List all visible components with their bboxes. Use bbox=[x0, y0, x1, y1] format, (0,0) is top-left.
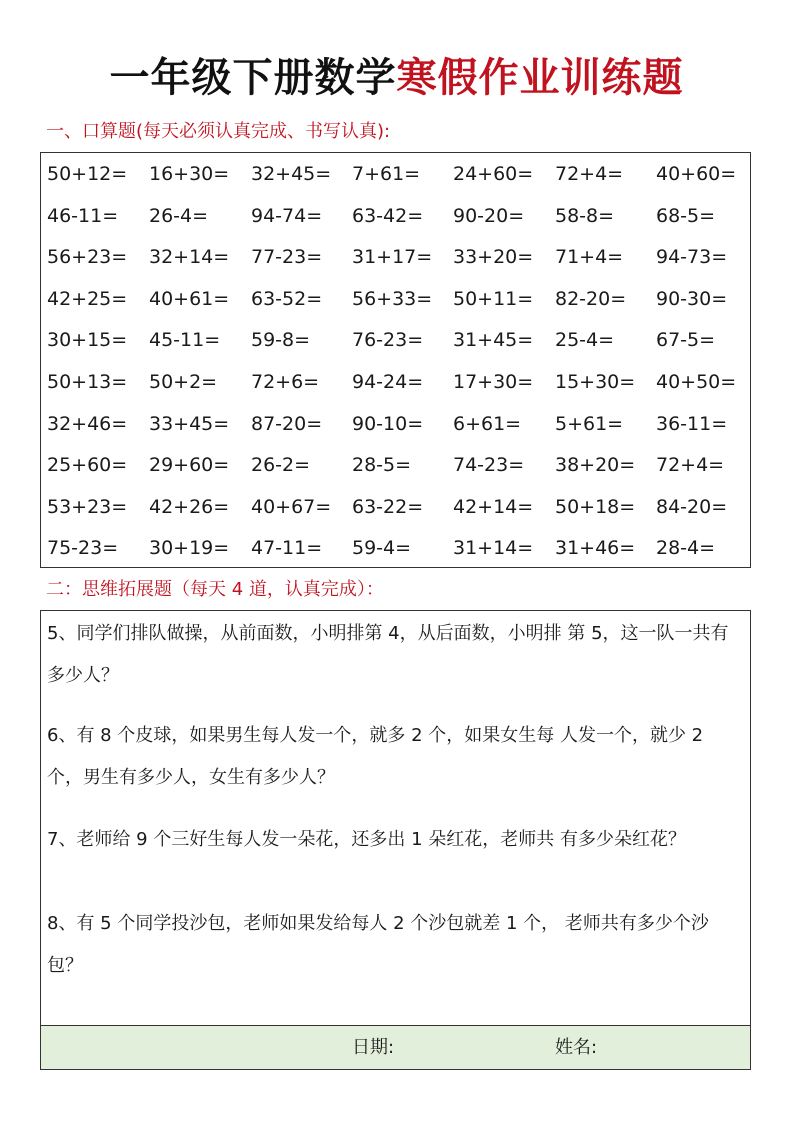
arithmetic-problem: 32+46= bbox=[47, 412, 128, 435]
arithmetic-problem: 24+60= bbox=[453, 163, 534, 185]
arithmetic-problem: 38+20= bbox=[555, 454, 636, 477]
mental-arithmetic-box bbox=[40, 152, 751, 568]
arithmetic-problem: 76-23= bbox=[352, 329, 424, 352]
arithmetic-problem: 30+19= bbox=[149, 537, 230, 560]
arithmetic-problem: 47-11= bbox=[251, 537, 323, 560]
arithmetic-row bbox=[47, 528, 750, 570]
arithmetic-problem: 16+30= bbox=[149, 163, 230, 185]
arithmetic-problem: 32+14= bbox=[149, 246, 230, 269]
word-problem: 7、老师给 9 个三好生每人发一朵花，还多出 1 朵红花，老师共 有多少朵红花？ bbox=[47, 829, 686, 850]
arithmetic-problem: 36-11= bbox=[656, 412, 728, 435]
arithmetic-problem: 17+30= bbox=[453, 370, 534, 393]
arithmetic-problem: 59-8= bbox=[251, 329, 311, 352]
arithmetic-problem: 94-73= bbox=[656, 246, 728, 269]
arithmetic-problem: 40+60= bbox=[656, 163, 737, 185]
arithmetic-row bbox=[47, 320, 750, 362]
arithmetic-problem: 50+13= bbox=[47, 370, 128, 393]
arithmetic-problem: 72+6= bbox=[251, 370, 320, 393]
arithmetic-problem: 28-4= bbox=[656, 537, 716, 560]
title-red-part: 寒假作业训练题 bbox=[396, 55, 684, 101]
arithmetic-problem: 15+30= bbox=[555, 370, 636, 393]
arithmetic-problem: 90-10= bbox=[352, 412, 424, 435]
arithmetic-problem: 74-23= bbox=[453, 454, 525, 477]
arithmetic-problem: 25+60= bbox=[47, 454, 128, 477]
arithmetic-problem: 56+33= bbox=[352, 287, 433, 310]
arithmetic-row bbox=[47, 445, 750, 487]
arithmetic-row bbox=[47, 154, 750, 196]
arithmetic-grid bbox=[47, 153, 750, 567]
arithmetic-problem: 77-23= bbox=[251, 246, 323, 269]
arithmetic-problem: 90-30= bbox=[656, 287, 728, 310]
arithmetic-problem: 28-5= bbox=[352, 454, 412, 477]
arithmetic-problem: 31+46= bbox=[555, 537, 636, 560]
arithmetic-problem: 71+4= bbox=[555, 246, 624, 269]
arithmetic-problem: 50+12= bbox=[47, 163, 128, 185]
arithmetic-problem: 45-11= bbox=[149, 329, 221, 352]
arithmetic-problem: 31+17= bbox=[352, 246, 433, 269]
arithmetic-problem: 25-4= bbox=[555, 329, 615, 352]
arithmetic-problem: 33+20= bbox=[453, 246, 534, 269]
footer-bar bbox=[41, 1025, 750, 1069]
arithmetic-row bbox=[47, 237, 750, 279]
word-problem: 8、有 5 个同学投沙包，老师如果发给每人 2 个沙包就差 1 个， 老师共有多少个沙包？ bbox=[47, 913, 709, 976]
arithmetic-problem: 63-22= bbox=[352, 495, 424, 518]
arithmetic-problem: 30+15= bbox=[47, 329, 128, 352]
title-black-part: 一年级下册数学 bbox=[109, 55, 397, 101]
arithmetic-problem: 87-20= bbox=[251, 412, 323, 435]
arithmetic-problem: 26-2= bbox=[251, 454, 311, 477]
arithmetic-row bbox=[47, 196, 750, 238]
section1-heading: 一、口算题(每天必须认真完成、书写认真): bbox=[46, 121, 391, 142]
arithmetic-problem: 56+23= bbox=[47, 246, 128, 269]
arithmetic-problem: 72+4= bbox=[656, 454, 725, 477]
arithmetic-problem: 67-5= bbox=[656, 329, 716, 352]
arithmetic-problem: 42+26= bbox=[149, 495, 230, 518]
arithmetic-problem: 40+67= bbox=[251, 495, 332, 518]
arithmetic-problem: 59-4= bbox=[352, 537, 412, 560]
arithmetic-row bbox=[47, 279, 750, 321]
arithmetic-row bbox=[47, 487, 750, 529]
arithmetic-problem: 58-8= bbox=[555, 204, 615, 227]
section2-heading: 二：思维拓展题（每天 4 道，认真完成）： bbox=[46, 579, 384, 600]
arithmetic-problem: 40+61= bbox=[149, 287, 230, 310]
arithmetic-problem: 29+60= bbox=[149, 454, 230, 477]
arithmetic-problem: 75-23= bbox=[47, 537, 119, 560]
arithmetic-problem: 42+14= bbox=[453, 495, 534, 518]
arithmetic-problem: 50+2= bbox=[149, 370, 218, 393]
arithmetic-problem: 94-74= bbox=[251, 204, 323, 227]
arithmetic-problem: 84-20= bbox=[656, 495, 728, 518]
arithmetic-problem: 72+4= bbox=[555, 163, 624, 185]
arithmetic-problem: 26-4= bbox=[149, 204, 209, 227]
arithmetic-problem: 31+14= bbox=[453, 537, 534, 560]
arithmetic-problem: 40+50= bbox=[656, 370, 737, 393]
date-label: 日期: bbox=[352, 1037, 395, 1058]
name-label: 姓名: bbox=[555, 1037, 598, 1058]
arithmetic-problem: 94-24= bbox=[352, 370, 424, 393]
word-problems-box bbox=[40, 610, 751, 1070]
arithmetic-problem: 42+25= bbox=[47, 287, 128, 310]
arithmetic-problem: 82-20= bbox=[555, 287, 627, 310]
arithmetic-row bbox=[47, 404, 750, 446]
arithmetic-problem: 6+61= bbox=[453, 412, 522, 435]
page-title bbox=[0, 52, 793, 104]
arithmetic-problem: 7+61= bbox=[352, 163, 421, 185]
arithmetic-problem: 33+45= bbox=[149, 412, 230, 435]
word-problem: 5、同学们排队做操，从前面数，小明排第 4，从后面数，小明排 第 5，这一队一共有多少人？ bbox=[47, 623, 729, 686]
arithmetic-problem: 63-52= bbox=[251, 287, 323, 310]
arithmetic-problem: 63-42= bbox=[352, 204, 424, 227]
arithmetic-problem: 68-5= bbox=[656, 204, 716, 227]
arithmetic-problem: 46-11= bbox=[47, 204, 119, 227]
arithmetic-problem: 50+18= bbox=[555, 495, 636, 518]
arithmetic-problem: 50+11= bbox=[453, 287, 534, 310]
arithmetic-problem: 31+45= bbox=[453, 329, 534, 352]
word-problem: 6、有 8 个皮球，如果男生每人发一个，就多 2 个，如果女生每 人发一个，就少 2 个，男生有多少人，女生有多少人？ bbox=[47, 725, 704, 788]
arithmetic-problem: 32+45= bbox=[251, 163, 332, 185]
arithmetic-problem: 53+23= bbox=[47, 495, 128, 518]
arithmetic-problem: 5+61= bbox=[555, 412, 624, 435]
arithmetic-row bbox=[47, 362, 750, 404]
arithmetic-problem: 90-20= bbox=[453, 204, 525, 227]
